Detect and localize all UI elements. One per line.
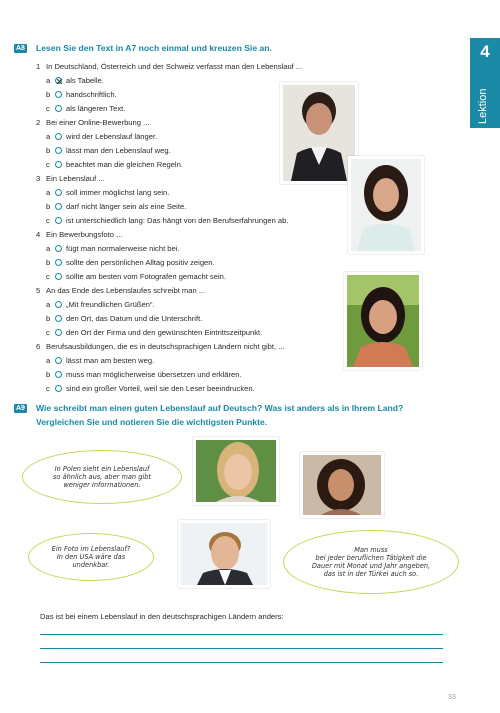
photo-woman-3 — [344, 272, 422, 370]
photo-woman-1 — [280, 82, 358, 184]
option-5a — [46, 300, 155, 309]
option-text: lässt man den Lebenslauf weg. — [66, 146, 171, 155]
option-text: den Ort, das Datum und die Unterschrift. — [66, 314, 203, 323]
circle-checkbox[interactable] — [55, 245, 62, 252]
option-6b — [46, 370, 242, 379]
option-letter: a — [46, 76, 51, 85]
circle-checkbox[interactable] — [55, 91, 62, 98]
option-3c — [46, 216, 288, 225]
question-6 — [36, 342, 285, 351]
option-2b — [46, 146, 171, 155]
option-text: soll immer möglichst lang sein. — [66, 188, 170, 197]
option-letter: c — [46, 384, 50, 393]
checked-circle-checkbox[interactable] — [55, 77, 62, 84]
question-number: 1 — [36, 62, 41, 71]
question-number: 4 — [36, 230, 41, 239]
circle-checkbox[interactable] — [55, 161, 62, 168]
writing-line-2[interactable] — [40, 648, 443, 649]
bubble-line: undenkbar. — [72, 561, 110, 570]
speech-bubble-turkey — [283, 530, 459, 594]
bubble-line: das ist in der Türkei auch so. — [323, 570, 419, 579]
option-letter: b — [46, 370, 51, 379]
option-1c — [46, 104, 125, 113]
lektion-tab — [470, 38, 500, 128]
question-text: Bei einer Online-Bewerbung ... — [46, 118, 150, 127]
bubble-line: Ein Foto im Lebenslauf? — [51, 544, 131, 553]
exercise-heading-a8: Lesen Sie den Text in A7 noch einmal und kreuzen Sie an. — [36, 43, 272, 53]
speech-bubble-poland — [22, 450, 182, 504]
option-5b — [46, 314, 202, 323]
bubble-line: so ähnlich aus, aber man gibt — [53, 472, 151, 481]
bubble-line: In den USA wäre das — [56, 552, 126, 561]
photo-dark-haired-woman — [300, 452, 384, 518]
option-text: handschriftlich. — [66, 90, 117, 99]
option-1a — [46, 76, 104, 85]
option-letter: b — [46, 202, 51, 211]
option-letter: a — [46, 244, 51, 253]
bubble-line: Dauer mit Monat und Jahr angeben, — [311, 562, 431, 570]
option-letter: a — [46, 188, 51, 197]
bubble-line: bei jeder beruflichen Tätigkeit die — [315, 553, 427, 562]
option-letter: b — [46, 258, 51, 267]
lektion-number: 4 — [480, 42, 490, 61]
option-letter: c — [46, 272, 50, 281]
circle-checkbox[interactable] — [55, 147, 62, 154]
question-number: 2 — [36, 118, 41, 127]
option-text: wird der Lebenslauf länger. — [66, 132, 158, 141]
option-4b — [46, 258, 215, 267]
option-letter: b — [46, 90, 51, 99]
option-6c — [46, 384, 255, 393]
option-2a — [46, 132, 157, 141]
photo-blonde-woman — [193, 437, 279, 505]
option-1b — [46, 90, 117, 99]
option-text: muss man möglicherweise übersetzen und erklären. — [66, 370, 242, 379]
question-2 — [36, 118, 149, 127]
circle-checkbox[interactable] — [55, 329, 62, 336]
option-4c — [46, 272, 226, 281]
writing-prompt: Das ist bei einem Lebenslauf in den deutschsprachigen Ländern anders: — [40, 612, 284, 621]
circle-checkbox[interactable] — [55, 385, 62, 392]
option-text: darf nicht länger sein als eine Seite. — [66, 202, 187, 211]
question-text: Ein Bewerbungsfoto ... — [46, 230, 123, 239]
question-1 — [36, 62, 302, 71]
circle-checkbox[interactable] — [55, 315, 62, 322]
option-letter: a — [46, 356, 51, 365]
question-text: Berufsausbildungen, die es in deutschsprachigen Ländern nicht gibt, ... — [46, 342, 285, 351]
option-text: „Mit freundlichen Grüßen“. — [66, 300, 155, 309]
question-5 — [36, 286, 205, 295]
circle-checkbox[interactable] — [55, 105, 62, 112]
bubble-line: Man muss — [354, 545, 388, 554]
option-letter: c — [46, 216, 50, 225]
circle-checkbox[interactable] — [55, 133, 62, 140]
option-6a — [46, 356, 154, 365]
circle-checkbox[interactable] — [55, 357, 62, 364]
question-text: Ein Lebenslauf ... — [46, 174, 105, 183]
bubble-line: weniger Informationen. — [63, 481, 141, 490]
circle-checkbox[interactable] — [55, 371, 62, 378]
lektion-label: Lektion — [477, 88, 489, 124]
exercise-heading-a9-line1: Wie schreibt man einen guten Lebenslauf auf Deutsch? Was ist anders als in Ihrem Land? — [36, 403, 404, 413]
bubble-line: In Polen sieht ein Lebenslauf — [54, 464, 150, 473]
circle-checkbox[interactable] — [55, 189, 62, 196]
question-number: 3 — [36, 174, 41, 183]
option-letter: a — [46, 132, 51, 141]
option-text: den Ort der Firma und den gewünschten Eintrittszeitpunkt. — [66, 328, 263, 337]
option-letter: c — [46, 160, 50, 169]
question-text: In Deutschland, Österreich und der Schweiz verfasst man den Lebenslauf ... — [46, 62, 303, 71]
exercise-badge-a8: A8 — [16, 45, 25, 52]
option-text: sollte am besten vom Fotografen gemacht sein. — [66, 272, 226, 281]
photo-woman-2 — [348, 156, 424, 254]
option-text: beachtet man die gleichen Regeln. — [66, 160, 183, 169]
option-text: lässt man am besten weg. — [66, 356, 155, 365]
option-letter: c — [46, 328, 50, 337]
option-2c — [46, 160, 183, 169]
option-text: sollte den persönlichen Alltag positiv zeigen. — [66, 258, 215, 267]
option-text: fügt man normalerweise nicht bei. — [66, 244, 180, 253]
option-3b — [46, 202, 186, 211]
option-text: sind ein großer Vorteil, weil sie den Leser beeindrucken. — [66, 384, 255, 393]
option-4a — [46, 244, 180, 253]
question-3 — [36, 174, 105, 183]
option-text: als längeren Text. — [66, 104, 126, 113]
option-text: als Tabelle. — [66, 76, 104, 85]
option-letter: b — [46, 314, 51, 323]
circle-checkbox[interactable] — [55, 273, 62, 280]
question-text: An das Ende des Lebenslaufes schreibt man ... — [46, 286, 206, 295]
circle-checkbox[interactable] — [55, 301, 62, 308]
option-3a — [46, 188, 169, 197]
photo-young-man — [178, 520, 270, 588]
option-text: ist unterschiedlich lang: Das hängt von den Berufserfahrungen ab. — [66, 216, 289, 225]
exercise-badge-a9: A9 — [16, 405, 25, 412]
circle-checkbox[interactable] — [55, 203, 62, 210]
option-5c — [46, 328, 262, 337]
exercise-heading-a9-line2: Vergleichen Sie und notieren Sie die wichtigsten Punkte. — [36, 417, 268, 427]
writing-line-1[interactable] — [40, 634, 443, 635]
question-4 — [36, 230, 122, 239]
option-letter: c — [46, 104, 50, 113]
question-number: 6 — [36, 342, 41, 351]
page-number: 33 — [448, 694, 456, 701]
circle-checkbox[interactable] — [55, 217, 62, 224]
writing-line-3[interactable] — [40, 662, 443, 663]
circle-checkbox[interactable] — [55, 259, 62, 266]
option-letter: a — [46, 300, 51, 309]
question-number: 5 — [36, 286, 41, 295]
speech-bubble-usa — [28, 533, 154, 581]
option-letter: b — [46, 146, 51, 155]
